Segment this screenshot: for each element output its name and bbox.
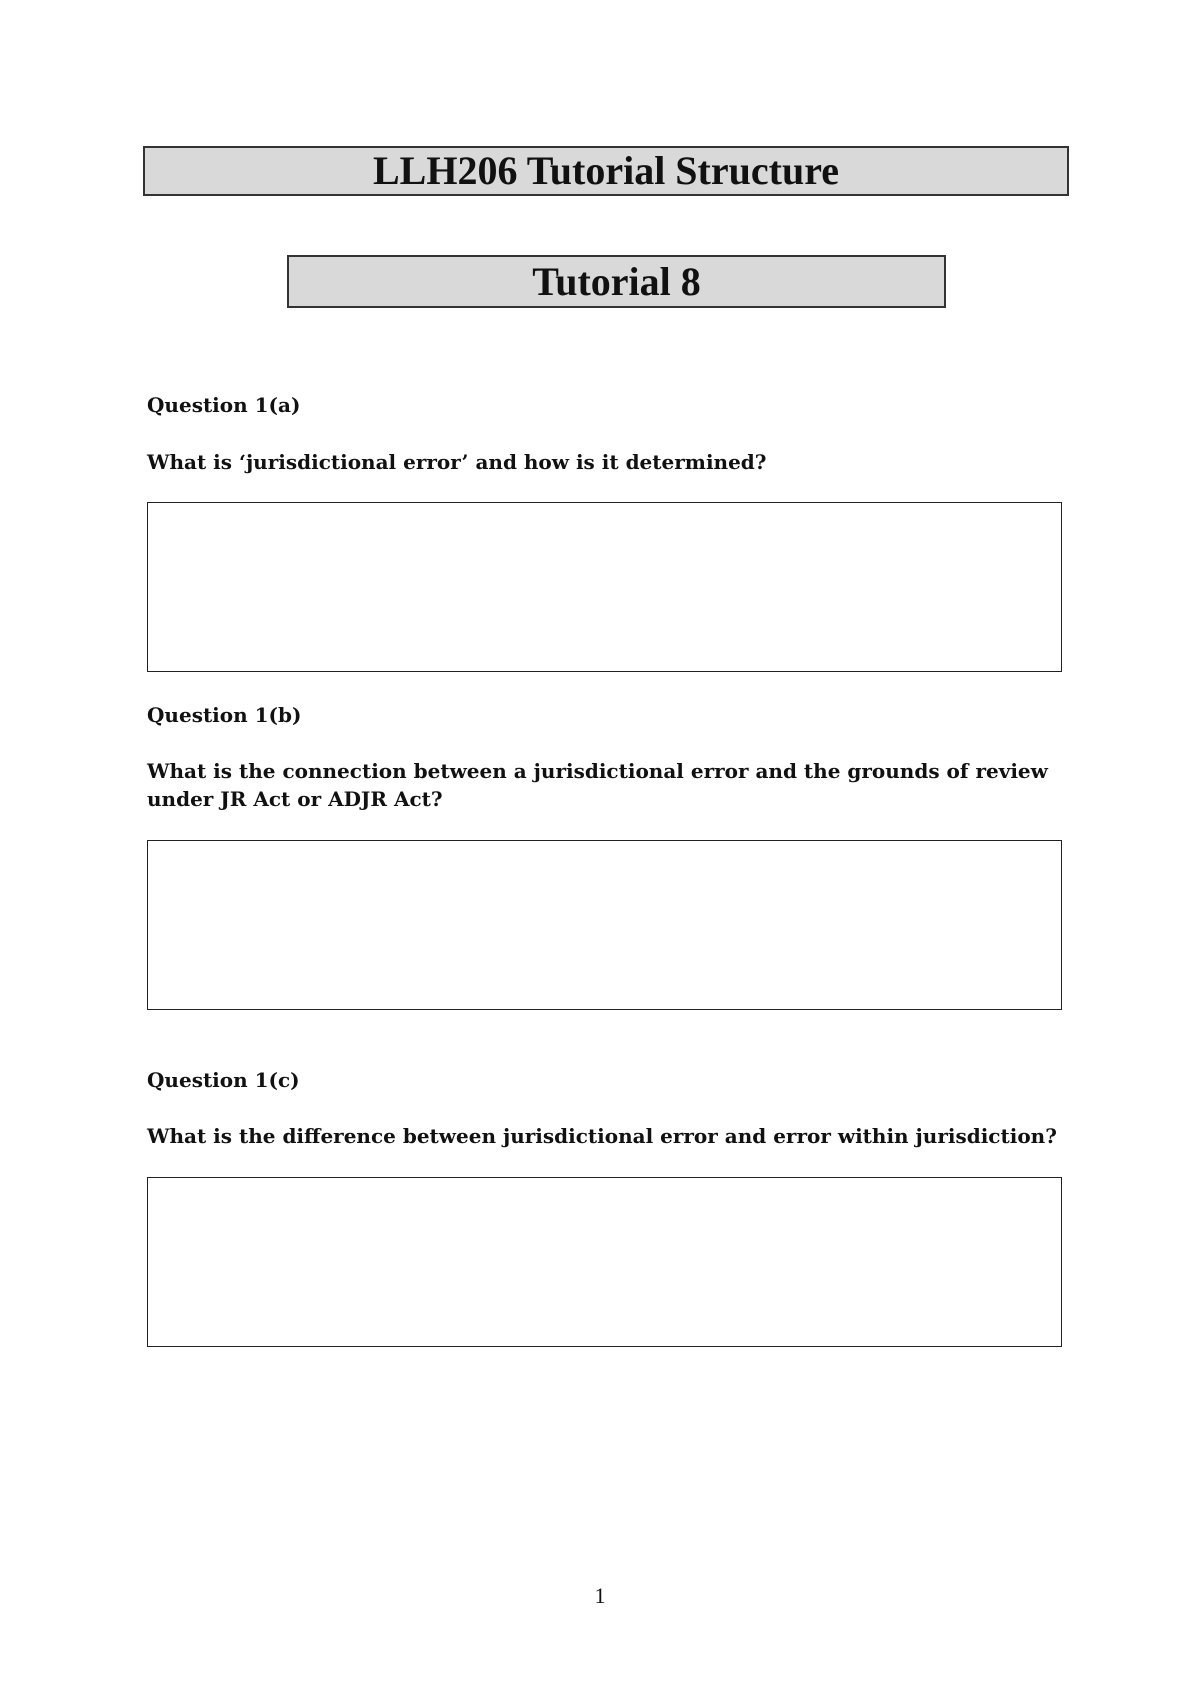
question-1a-answer-box[interactable] (147, 502, 1062, 672)
question-1b-label: Question 1(b) (147, 703, 302, 727)
document-title: LLH206 Tutorial Structure (143, 146, 1069, 196)
question-1c-text: What is the difference between jurisdictional error and error within jurisdiction? (147, 1124, 1057, 1148)
question-1a-text: What is ‘jurisdictional error’ and how is it determined? (147, 450, 767, 474)
question-1b-text: What is the connection between a jurisdictional error and the grounds of review under JR Act or ADJR Act? (147, 759, 1048, 811)
question-1c-label: Question 1(c) (147, 1068, 300, 1092)
tutorial-heading: Tutorial 8 (287, 255, 946, 308)
question-1b-answer-box[interactable] (147, 840, 1062, 1010)
question-1a-label: Question 1(a) (147, 393, 301, 417)
page-number: 1 (594, 1583, 606, 1608)
question-1c-answer-box[interactable] (147, 1177, 1062, 1347)
